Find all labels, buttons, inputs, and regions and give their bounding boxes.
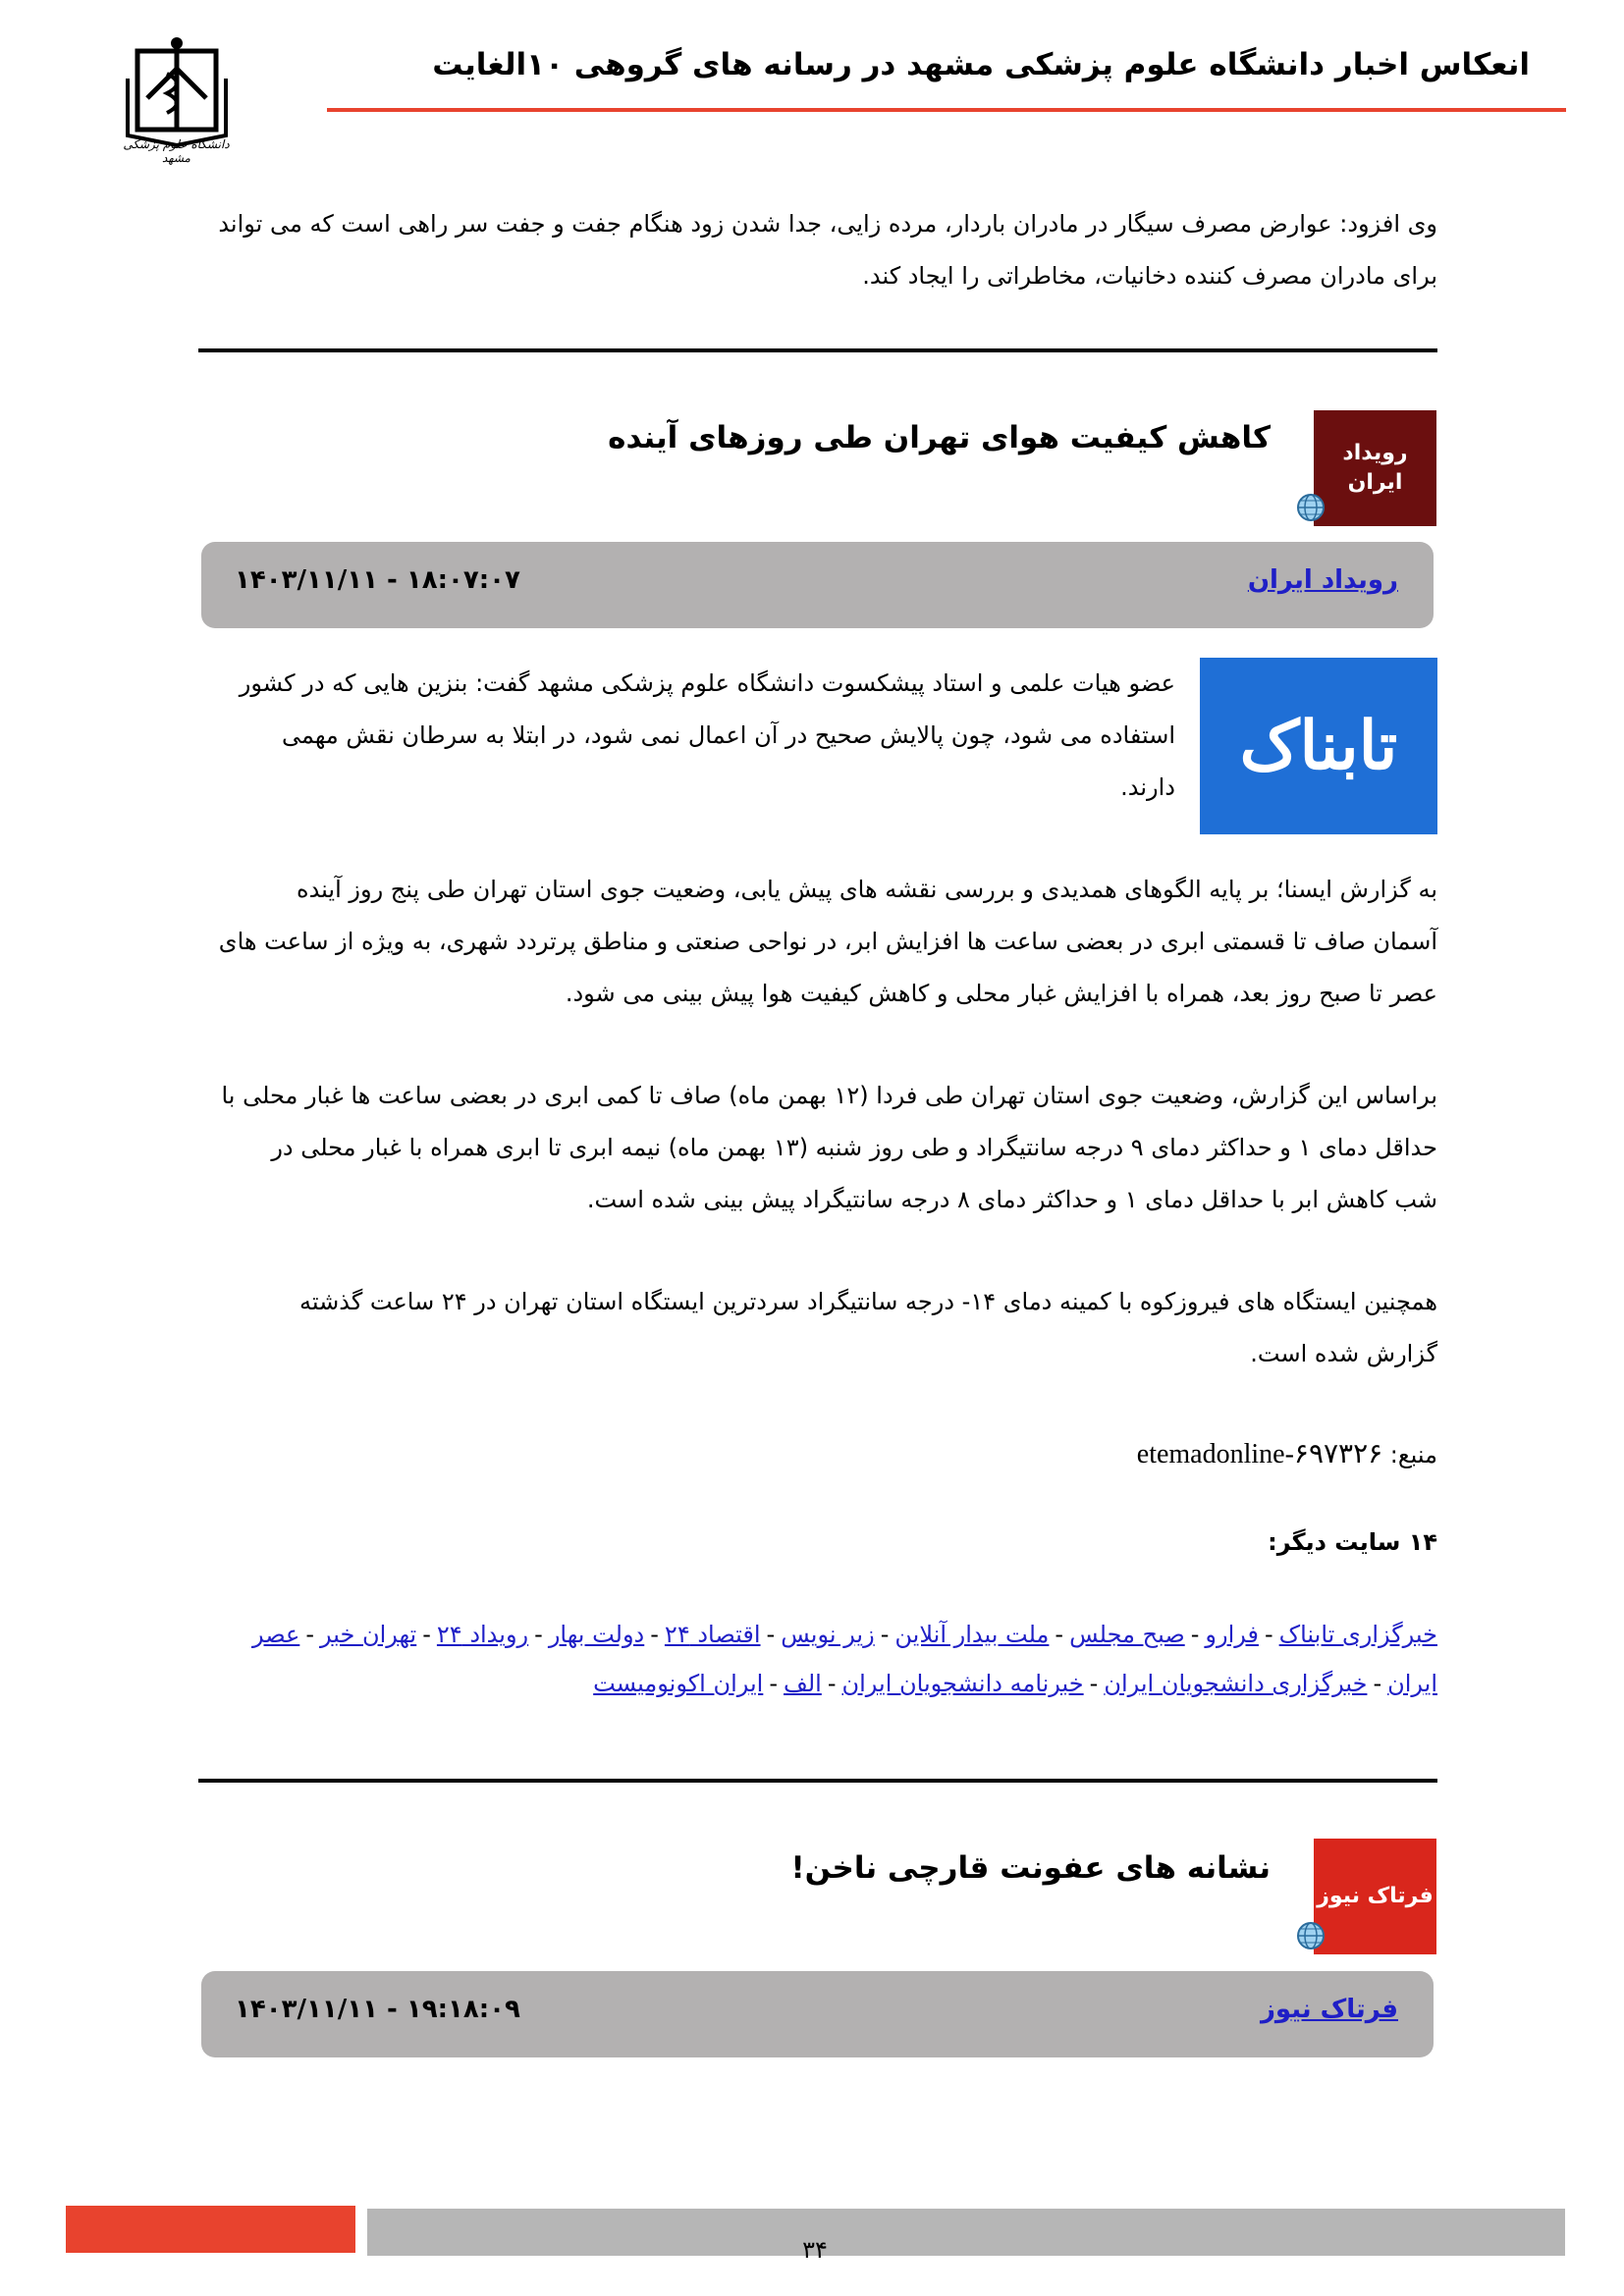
paragraph-line: همچنین ایستگاه های فیروزکوه با کمینه دمای ۱۴- درجه سانتیگراد سردترین ایستگاه استان تهران در ۲۴ ساعت گذشته <box>299 1288 1437 1315</box>
news-site-link[interactable]: ایران <box>1387 1670 1437 1697</box>
footer-accent-bar <box>66 2206 355 2253</box>
intro-line: برای مادران مصرف کننده دخانیات، مخاطراتی را ایجاد کند. <box>862 262 1437 290</box>
link-separator: - <box>827 1670 837 1697</box>
logo-caption: دانشگاه علوم پزشکی مشهد <box>123 137 230 165</box>
news-site-link[interactable]: خبرنامه دانشجویان ایران <box>841 1670 1084 1697</box>
article-thumbnail[interactable] <box>1314 410 1436 526</box>
paragraph-line: شب کاهش ابر با حداقل دمای ۱ و حداکثر دمای ۸ درجه سانتیگراد پیش بینی شده است. <box>586 1186 1437 1213</box>
link-separator: - <box>1055 1621 1064 1648</box>
paragraph-line: حداقل دمای ۱ و حداکثر دمای ۹ درجه سانتیگراد و طی روز شنبه (۱۳ بهمن ماه) نیمه ابری تا ابری همراه با غبار محلی در <box>271 1134 1437 1161</box>
page-number: ۳۴ <box>802 2236 828 2264</box>
article-meta-bar <box>201 1971 1434 2057</box>
article-paragraph <box>200 1070 1437 1226</box>
link-separator: - <box>1373 1670 1382 1697</box>
news-site-link[interactable]: اقتصاد ۲۴ <box>664 1621 761 1648</box>
news-site-link[interactable]: صبح مجلس <box>1069 1621 1185 1648</box>
news-site-link[interactable]: زیر نویس <box>781 1621 875 1648</box>
link-separator: - <box>1089 1670 1099 1697</box>
news-site-link[interactable]: ایران اکونومیست <box>593 1670 764 1697</box>
article-lead <box>193 658 1175 814</box>
page-title: انعکاس اخبار دانشگاه علوم پزشکی مشهد در رسانه های گروهی ۱۰الغایت <box>432 47 1530 82</box>
link-separator: - <box>422 1621 431 1648</box>
news-site-link[interactable]: خبرگزاری دانشجویان ایران <box>1104 1670 1368 1697</box>
news-site-link[interactable]: دولت بهار <box>548 1621 645 1648</box>
link-separator: - <box>1264 1621 1273 1648</box>
article-thumbnail[interactable] <box>1314 1839 1436 1954</box>
section-divider <box>198 348 1437 352</box>
footer-bar <box>367 2209 1565 2256</box>
lead-line: دارند. <box>1120 774 1175 801</box>
paragraph-line: آسمان صاف تا قسمتی ابری در بعضی ساعت ها افزایش ابر، در نواحی صنعتی و مناطق پرتردد شهری، به ویژه از ساعت های <box>218 928 1437 955</box>
news-site-link[interactable]: تهران خبر <box>320 1621 417 1648</box>
paragraph-line: به گزارش ایسنا؛ بر پایه الگوهای همدیدی و بررسی نقشه های پیش یابی، وضعیت جوی استان تهران طی پنج روز آینده <box>297 876 1437 903</box>
other-sites-links <box>200 1610 1437 1708</box>
source-value: etemadonline-۶۹۷۳۲۶ <box>1136 1439 1383 1469</box>
links-row <box>200 1659 1437 1708</box>
section-divider <box>198 1779 1437 1783</box>
tabnak-logo <box>1200 658 1437 834</box>
paragraph-line: عصر تا صبح روز بعد، همراه با افزایش غبار محلی و کاهش کیفیت هوا پیش بینی می شود. <box>565 980 1437 1007</box>
article-paragraph <box>200 864 1437 1020</box>
thumbnail-label: رویداد ایران <box>1342 441 1408 495</box>
links-row <box>200 1610 1437 1659</box>
link-separator: - <box>534 1621 543 1648</box>
news-site-link[interactable]: ملت بیدار آنلاین <box>894 1621 1050 1648</box>
news-site-link[interactable]: عصر <box>251 1621 300 1648</box>
paragraph-line: براساس این گزارش، وضعیت جوی استان تهران طی فردا (۱۲ بهمن ماه) صاف تا کمی ابری در بعضی ساعت ها غبار محلی با <box>221 1082 1437 1109</box>
lead-line: عضو هیات علمی و استاد پیشکسوت دانشگاه علوم پزشکی مشهد گفت: بنزین هایی که در کشور <box>239 669 1175 697</box>
globe-icon[interactable] <box>1296 493 1326 522</box>
article-title[interactable]: نشانه های عفونت قارچی ناخن! <box>790 1850 1271 1886</box>
globe-icon[interactable] <box>1296 1921 1326 1950</box>
source-label: منبع: <box>1389 1441 1437 1468</box>
other-sites-label: ۱۴ سایت دیگر: <box>1268 1528 1437 1556</box>
source-line <box>200 1428 1437 1481</box>
news-site-link[interactable]: فرارو <box>1205 1621 1259 1648</box>
paragraph-line: گزارش شده است. <box>1250 1340 1437 1367</box>
link-separator: - <box>305 1621 314 1648</box>
news-site-link[interactable]: الف <box>784 1670 822 1697</box>
news-site-link[interactable]: خبرگزاری تابناک <box>1278 1621 1437 1648</box>
link-separator: - <box>1190 1621 1200 1648</box>
lead-line: استفاده می شود، چون پالایش صحیح در آن اعمال نمی شود، در ابتلا به سرطان نقش مهمی <box>281 721 1175 749</box>
intro-line: وی افزود: عوارض مصرف سیگار در مادران باردار، مرده زایی، جدا شدن زود هنگام جفت و جفت سر راهی است که می تواند <box>218 210 1437 238</box>
publish-date: ۱۴۰۳/۱۱/۱۱ - ۱۸:۰۷:۰۷ <box>235 565 520 595</box>
tabnak-logo-text: تابناک <box>1239 707 1398 785</box>
thumbnail-label: فرتاک نیوز <box>1317 1884 1434 1908</box>
article-meta-bar <box>201 542 1434 628</box>
news-site-link[interactable]: رویداد ۲۴ <box>436 1621 529 1648</box>
intro-paragraph <box>200 198 1437 302</box>
article-title[interactable]: کاهش کیفیت هوای تهران طی روزهای آینده <box>608 420 1271 455</box>
source-link[interactable]: رویداد ایران <box>1247 565 1398 595</box>
header-divider <box>327 108 1566 112</box>
link-separator: - <box>650 1621 659 1648</box>
link-separator: - <box>769 1670 778 1697</box>
link-separator: - <box>880 1621 890 1648</box>
source-link[interactable]: فرتاک نیوز <box>1260 1995 1398 2024</box>
article-paragraph <box>200 1276 1437 1380</box>
link-separator: - <box>766 1621 776 1648</box>
publish-date: ۱۴۰۳/۱۱/۱۱ - ۱۹:۱۸:۰۹ <box>235 1995 520 2024</box>
